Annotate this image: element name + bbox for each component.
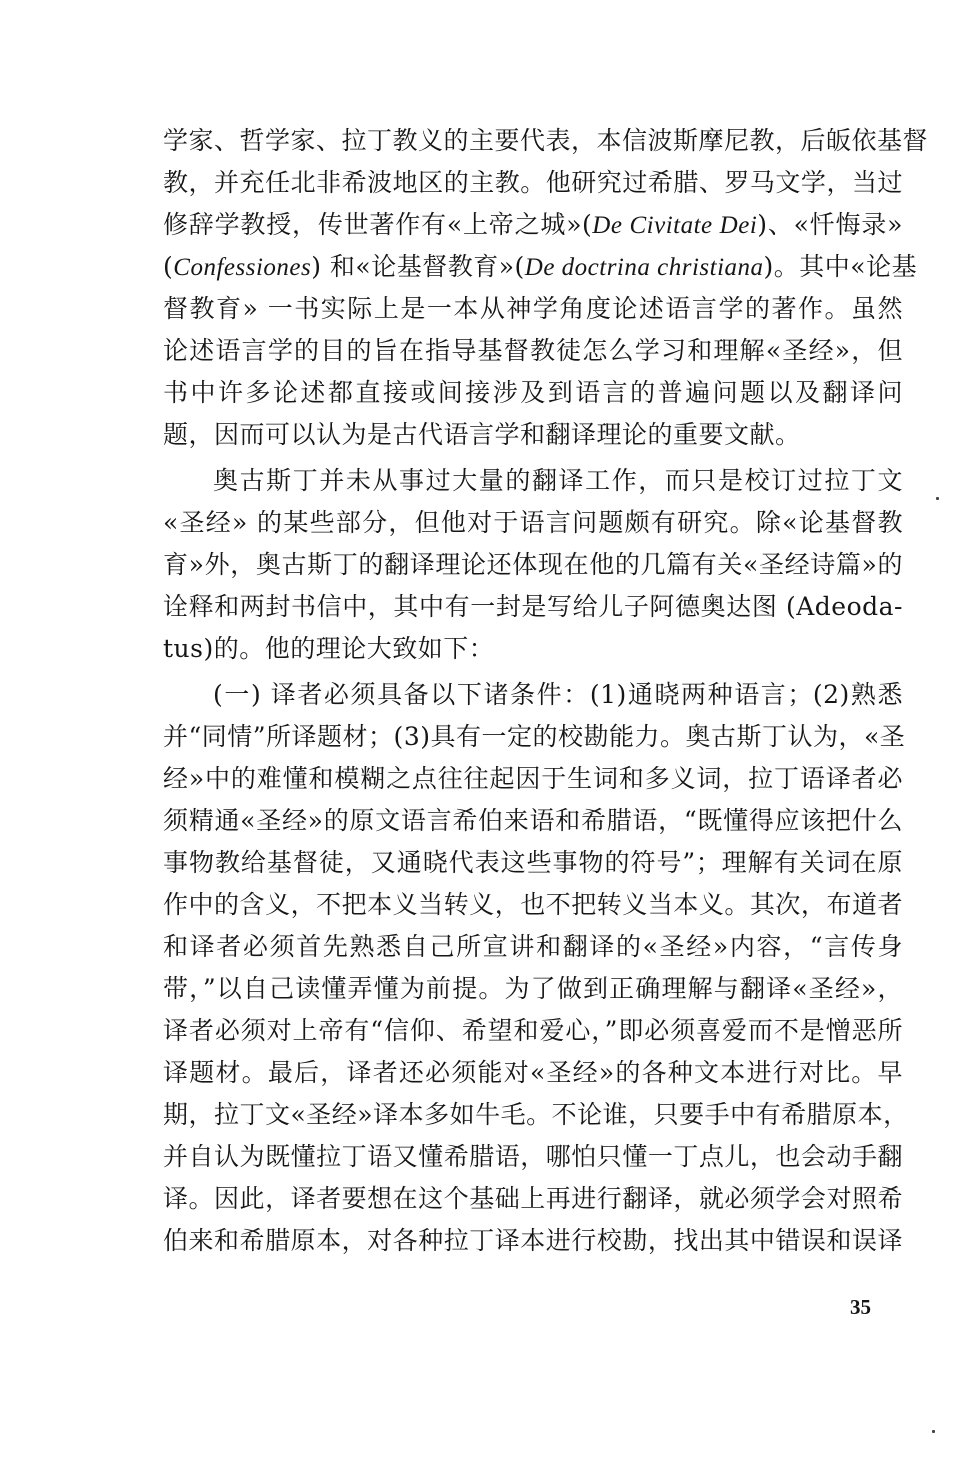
text-line: 和译者必须首先熟悉自己所宣讲和翻译的«圣经»内容，“言传身 — [163, 932, 903, 961]
text-line: 题，因而可以认为是古代语言学和翻译理论的重要文献。 — [163, 420, 801, 449]
text-line: 作中的含义，不把本义当转义，也不把转义当本义。其次，布道者 — [163, 890, 903, 919]
text-line: 论述语言学的目的旨在指导基督教徒怎么学习和理解«圣经»，但 — [163, 336, 903, 365]
text-segment: )、«忏悔录» — [757, 210, 903, 239]
text-line: 学家、哲学家、拉丁教义的主要代表，本信波斯摩尼教，后皈依基督 — [163, 126, 929, 155]
text-line: 带，”以自己读懂弄懂为前提。为了做到正确理解与翻译«圣经»， — [163, 974, 903, 1003]
text-line: 书中许多论述都直接或间接涉及到语言的普遍问题以及翻译问 — [163, 378, 903, 407]
text-line: 译题材。最后，译者还必须能对«圣经»的各种文本进行对比。早 — [163, 1058, 903, 1087]
text-line: 译者必须对上帝有“信仰、希望和爱心，”即必须喜爱而不是憎恶所 — [163, 1016, 903, 1045]
text-line: 教，并充任北非希波地区的主教。他研究过希腊、罗马文学，当过 — [163, 168, 903, 197]
text-segment: ( — [163, 252, 174, 281]
text-line: tus)的。他的理论大致如下： — [163, 634, 495, 663]
text-line: «圣经» 的某些部分，但他对于语言问题颇有研究。除«论基督教 — [163, 508, 903, 537]
text-line: 译。因此，译者要想在这个基础上再进行翻译，就必须学会对照希 — [163, 1184, 903, 1213]
text-line: 并“同情”所译题材；(3)具有一定的校勘能力。奥古斯丁认为，«圣 — [163, 722, 906, 751]
text-segment: )。其中«论基 — [763, 252, 918, 281]
scan-speck — [932, 1430, 935, 1433]
paragraph-first-line: 奥古斯丁并未从事过大量的翻译工作，而只是校订过拉丁文 — [213, 466, 903, 495]
text-line — [163, 205, 903, 245]
text-line: 督教育» 一书实际上是一本从神学角度论述语言学的著作。虽然 — [163, 294, 903, 323]
text-line: 诠释和两封书信中，其中有一封是写给儿子阿德奥达图 (Adeoda- — [163, 592, 903, 621]
page-number: 35 — [850, 1295, 871, 1319]
paragraph-first-line: (一) 译者必须具备以下诸条件：(1)通晓两种语言；(2)熟悉 — [213, 680, 903, 709]
text-line: 伯来和希腊原本，对各种拉丁译本进行校勘，找出其中错误和误译 — [163, 1226, 903, 1255]
text-line: 须精通«圣经»的原文语言希伯来语和希腊语，“既懂得应该把什么 — [163, 806, 903, 835]
text-line: 经»中的难懂和模糊之点往往起因于生词和多义词，拉丁语译者必 — [163, 764, 903, 793]
text-line: 并自认为既懂拉丁语又懂希腊语，哪怕只懂一丁点儿，也会动手翻 — [163, 1142, 903, 1171]
text-line: 事物教给基督徒，又通晓代表这些事物的符号”；理解有关词在原 — [163, 848, 903, 877]
text-line: 期，拉丁文«圣经»译本多如牛毛。不论谁，只要手中有希腊原本， — [163, 1100, 909, 1129]
latin-title: De doctrina christiana — [524, 254, 764, 281]
text-line: 育»外，奥古斯丁的翻译理论还体现在他的几篇有关«圣经诗篇»的 — [163, 550, 903, 579]
latin-title: De Civitate Dei — [592, 212, 758, 239]
text-line — [163, 247, 918, 287]
scan-speck — [936, 497, 939, 500]
latin-title: Confessiones — [173, 254, 312, 281]
text-segment: ) 和«论基督教育»( — [311, 252, 525, 281]
text-segment: 修辞学教授，传世著作有«上帝之城»( — [163, 210, 593, 239]
